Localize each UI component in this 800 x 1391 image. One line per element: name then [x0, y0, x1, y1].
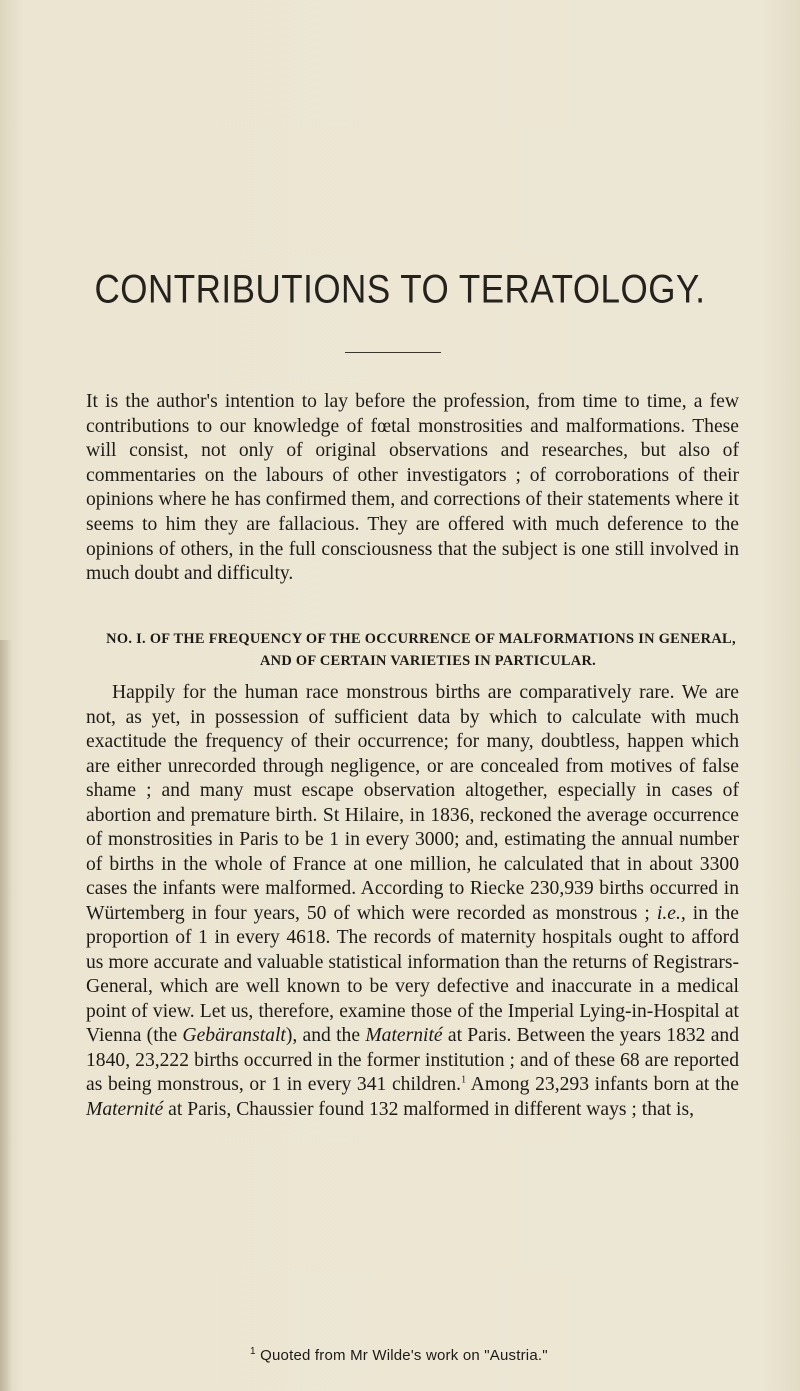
page-title: CONTRIBUTIONS TO TERATOLOGY. — [94, 267, 706, 312]
para-text-2: in the proportion of 1 in every 4618. The records of maternity hospitals ought to afford us more accurate and valuable statistical information than the returns of Registrars-General, which are well known to be very defective and inaccurate in a medical point of view. Let us, therefore, examine those of the Imperial Lying-in-Hospital at Vienna (the — [86, 902, 739, 1046]
intro-paragraph — [86, 390, 739, 587]
title-rule — [345, 352, 441, 353]
para-maternite-1: Maternité — [365, 1025, 443, 1046]
para-text-4: at Paris. Between the years 1832 and 1840, 23,222 births occurred in the former institution ; and of these 68 are reported as being monstrous, or 1 in every 341 children. — [86, 1025, 740, 1095]
drop-letter: I — [86, 391, 93, 412]
footnote-text: Quoted from Mr Wilde's work on "Austria." — [260, 1347, 548, 1364]
footnote — [250, 1347, 548, 1364]
intro-text: t is the author's intention to lay before the profession, from time to time, a few contributions to our knowledge of fœtal monstrosities and malformations. These will consist, not only of original observations and researches, but also of commentaries on the labours of other investigators ; of corroborations of their opinions where he has confirmed them, and corrections of their statements where it seems to him they are fallacious. They are offered with much deference to the opinions of others, in the full consciousness that the subject is one still involved in much doubt and difficulty. — [86, 391, 739, 585]
para-text-1: Happily for the human race monstrous births are comparatively rare. We are not, as yet, in possession of sufficient data by which to calculate with much exactitude the frequency of their occurrence; for many, doubtless, happen which are either unrecorded through negligence, or are concealed from motives of false shame ; and many must escape observation altogether, especially in cases of abortion and premature birth. St Hilaire, in 1836, reckoned the average occurrence of monstrosities in Paris to be 1 in every 3000; and, estimating the annual number of births in the whole of France at one million, he calculated that in about 3300 cases the infants were malformed. According to Riecke 230,939 births occurred in Würtemberg in four years, 50 of which were recorded as monstrous ; — [86, 682, 739, 924]
footnote-marker: 1 — [250, 1346, 256, 1357]
para-ie: i.e., — [656, 902, 686, 924]
binding-shadow — [0, 640, 12, 1391]
footnote-reference: 1 — [461, 1074, 467, 1086]
section-heading: NO. I. OF THE FREQUENCY OF THE OCCURRENCE OF MALFORMATIONS IN GENERAL, AND OF CERTAIN VARIETIES IN PARTICULAR. — [106, 631, 736, 669]
para-text-6: at Paris, Chaussier found 132 malformed in different ways ; that is, — [168, 1098, 695, 1120]
para-text-5: Among 23,293 infants born at the — [470, 1074, 739, 1095]
para-maternite-2: Maternité — [86, 1098, 164, 1120]
para-text-3: ), and the — [285, 1025, 361, 1046]
body-paragraph — [86, 681, 739, 1122]
para-gebaranstalt: Gebäranstalt — [182, 1025, 286, 1046]
